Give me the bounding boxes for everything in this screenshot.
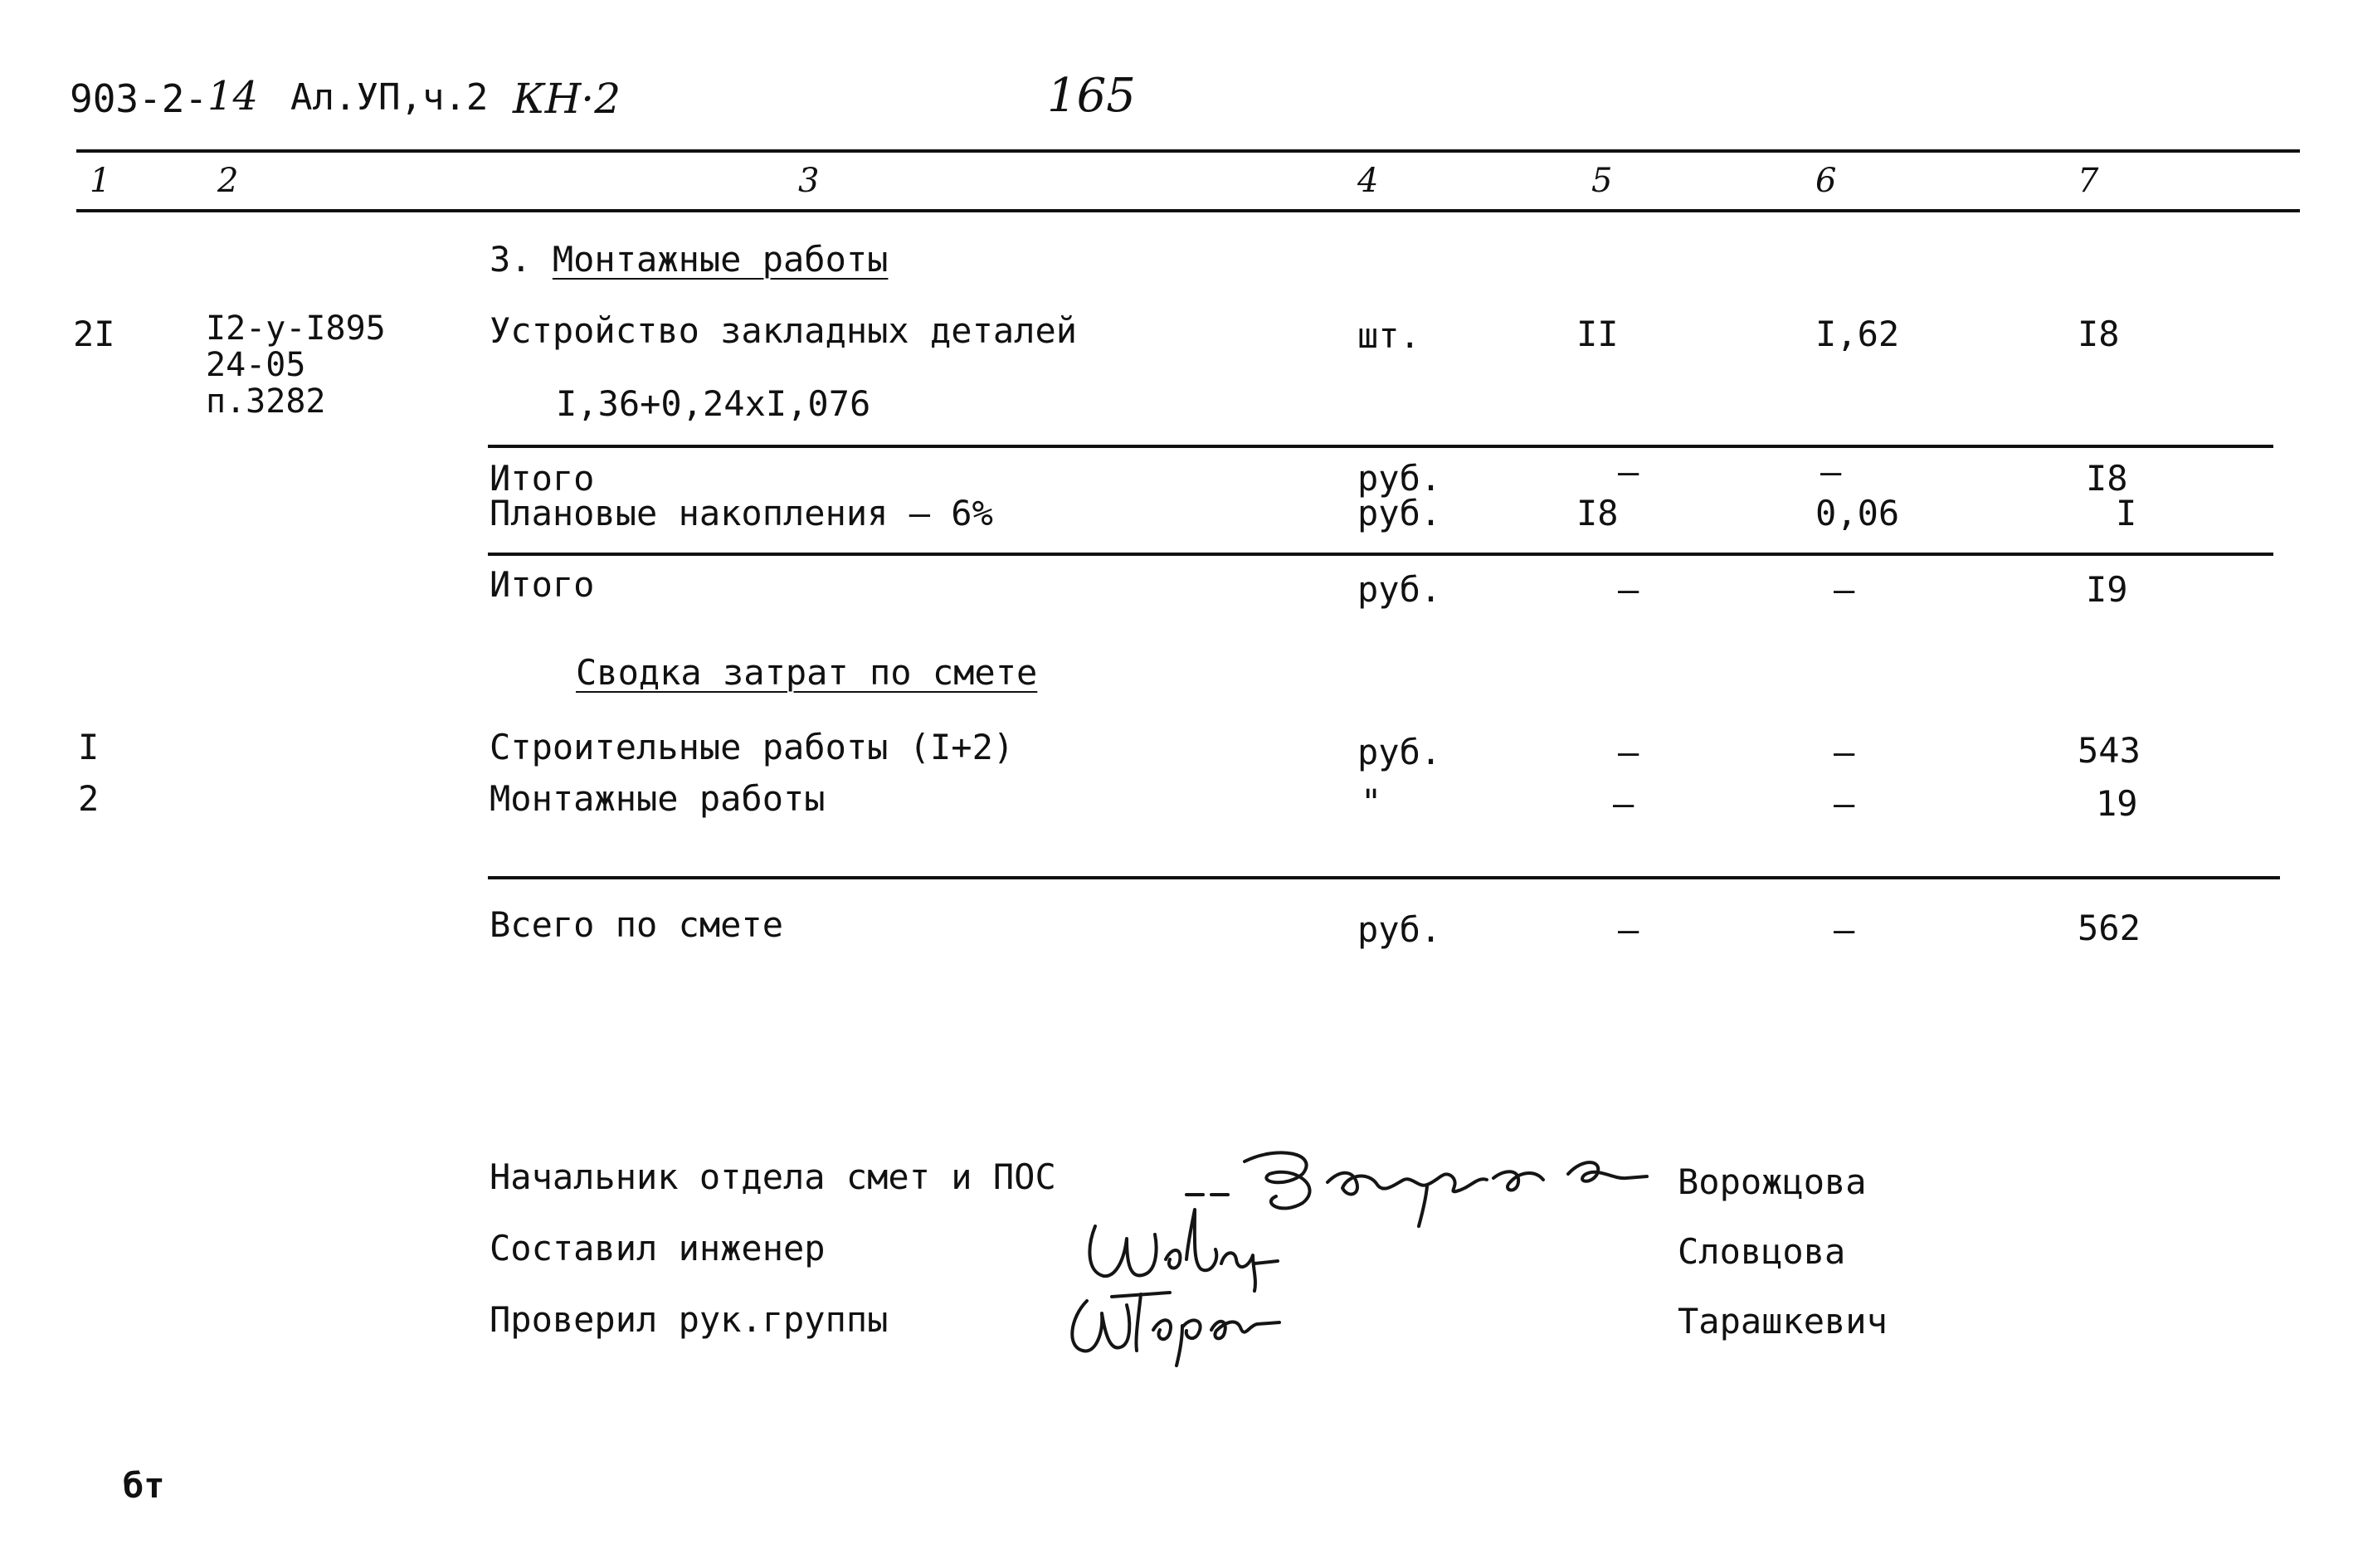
- overhead-col5: I8: [1576, 493, 1619, 533]
- summary-title: Сводка затрат по смете: [576, 652, 1038, 693]
- subtotal-col7: I8: [2086, 458, 2128, 499]
- summary-row-1-col6: –: [1834, 732, 1855, 772]
- subtotal-col6: –: [1820, 451, 1842, 492]
- overhead-col7: I: [2116, 493, 2137, 533]
- overhead-label: Плановые накопления – 6%: [490, 493, 993, 533]
- subtotal-rule: [488, 445, 2273, 448]
- section-total-rule: [488, 553, 2273, 556]
- section-title: [490, 239, 889, 280]
- summary-row-1-number: I: [78, 727, 100, 767]
- column-header-2: 2: [217, 162, 239, 200]
- summary-row-2-col5: –: [1613, 783, 1634, 824]
- column-header-1: 1: [90, 162, 111, 200]
- album-reference: Ал.УП,ч.2: [290, 76, 489, 119]
- summary-row-2-col6: –: [1834, 783, 1855, 824]
- grand-total-label: Всего по смете: [490, 904, 784, 945]
- grand-total-rule: [488, 876, 2280, 879]
- table-top-rule: [76, 149, 2300, 153]
- signature-1-name: Ворожцова: [1678, 1161, 1867, 1202]
- summary-row-2-col7: 19: [2096, 783, 2138, 824]
- grand-total-col5: –: [1618, 909, 1639, 950]
- section-title-underlined: Монтажные работы: [552, 239, 889, 280]
- section-total-col6: –: [1834, 569, 1855, 610]
- summary-row-1-unit: руб.: [1357, 732, 1442, 772]
- section-total-col7: I9: [2086, 569, 2128, 610]
- item-unit: шт.: [1357, 315, 1420, 356]
- section-total-label: Итого: [490, 564, 595, 605]
- signature-2-role: Составил инженер: [490, 1228, 826, 1269]
- signature-3-name: Тарашкевич: [1678, 1301, 1888, 1342]
- section-total-unit: руб.: [1357, 569, 1442, 610]
- signature-3-role: Проверил рук.группы: [490, 1299, 889, 1340]
- item-total: I8: [2078, 314, 2120, 354]
- table-header-rule: [76, 209, 2300, 212]
- item-name: Устройство закладных деталей: [490, 310, 1078, 351]
- subtotal-label: Итого: [490, 458, 595, 499]
- subtotal-col5: –: [1618, 451, 1639, 492]
- document-series-handwritten: 14: [207, 73, 259, 119]
- item-unit-price: I,62: [1815, 314, 1900, 354]
- footer-mark: бт: [123, 1465, 165, 1506]
- summary-row-1-col5: –: [1618, 732, 1639, 772]
- subtotal-unit: руб.: [1357, 458, 1442, 499]
- grand-total-col6: –: [1834, 909, 1855, 950]
- overhead-unit: руб.: [1357, 493, 1442, 533]
- signature-3-handwriting: [1062, 1268, 1311, 1367]
- grand-total-col7: 562: [2078, 908, 2141, 948]
- item-formula: I,36+0,24хI,076: [556, 383, 871, 424]
- column-header-3: 3: [798, 162, 820, 200]
- column-header-6: 6: [1815, 162, 1837, 200]
- document-series: 903-2-: [70, 76, 208, 121]
- book-reference: КН·2: [513, 75, 621, 123]
- signature-2-name: Словцова: [1678, 1231, 1846, 1272]
- section-title-text: 3. Монтажные работы: [490, 239, 889, 280]
- grand-total-unit: руб.: [1357, 909, 1442, 950]
- summary-row-1-col7: 543: [2078, 730, 2141, 771]
- signature-1-role: Начальник отдела смет и ПОС: [490, 1157, 1056, 1197]
- section-total-col5: –: [1618, 569, 1639, 610]
- item-quantity: II: [1576, 314, 1619, 354]
- item-code-line-3: п.3282: [206, 382, 326, 421]
- item-code-line-1: I2-у-I895: [206, 309, 386, 348]
- summary-row-2-label: Монтажные работы: [490, 778, 826, 819]
- column-header-4: 4: [1357, 162, 1379, 200]
- page-number: 165: [1047, 69, 1136, 123]
- overhead-col6: 0,06: [1815, 493, 1900, 533]
- column-header-5: 5: [1591, 162, 1613, 200]
- item-code-line-2: 24-05: [206, 346, 306, 384]
- item-number: 2I: [73, 314, 115, 354]
- summary-row-2-unit: ": [1361, 782, 1382, 822]
- summary-row-2-number: 2: [78, 778, 100, 819]
- summary-row-1-label: Строительные работы (I+2): [490, 727, 1015, 767]
- column-header-7: 7: [2078, 162, 2099, 200]
